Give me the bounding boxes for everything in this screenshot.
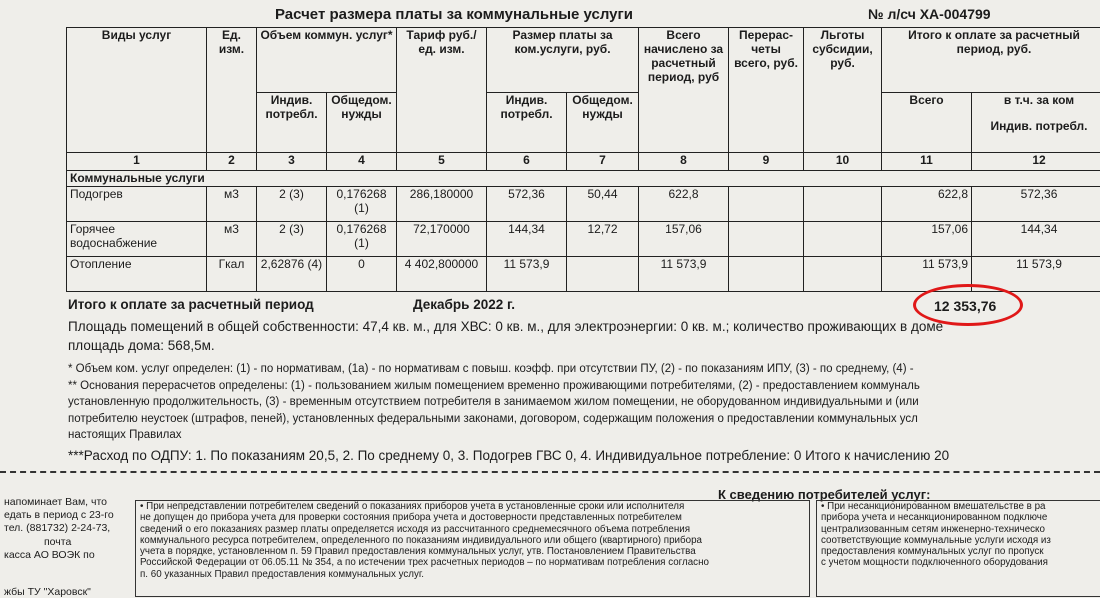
volume-individual: 2 (3) [257,222,327,257]
info-line: • При несанкционированном вмешательстве в ра [817,501,1100,512]
cut-line [0,471,1100,473]
total: 157,06 [882,222,972,257]
column-number: 4 [327,153,397,171]
total-value: 12 353,76 [934,298,996,314]
recalc [729,187,804,222]
unit: м3 [207,222,257,257]
total-period: Декабрь 2022 г. [413,297,515,312]
reminder-text: напоминает Вам, что [4,496,107,508]
info-line: п. 60 указанных Правил предоставления коммунальных услуг. [136,569,809,580]
header-volume: Объем коммун. услуг* [257,28,397,93]
footnote: настоящих Правилах [68,429,182,441]
reminder-text: тел. (881732) 2-24-73, [4,522,110,534]
accrued: 157,06 [639,222,729,257]
info-line: учета в порядке, установленном п. 59 Правил предоставления коммунальных услуг, утв. Постановлением Правительства [136,546,809,557]
column-number: 11 [882,153,972,171]
tariff: 4 402,800000 [397,257,487,292]
header-recalc: Перерас-четы всего, руб. [729,28,804,153]
footnote: * Объем ком. услуг определен: (1) - по нормативам, (1а) - по нормативам с повыш. коэфф. при отсутствии ПУ, (2) - по показаниям ИПУ, (3) - по среднему, (4) - [68,363,914,375]
charges-table [66,27,1100,292]
header-total-incl-label: в т.ч. за ком [975,93,1100,107]
total-individual: 144,34 [972,222,1100,257]
header-service: Виды услуг [67,28,207,153]
tariff: 286,180000 [397,187,487,222]
service-name: Подогрев [67,187,207,222]
account-number: № л/сч ХА-004799 [868,6,991,22]
volume-common: 0 [327,257,397,292]
header-total-all: Всего [882,93,972,153]
column-number: 9 [729,153,804,171]
info-line: сведений о его показаниях размер платы определяется исходя из рассчитанного среднемесячного объема потребления [136,524,809,535]
payment-common [567,257,639,292]
area-info: Площадь помещений в общей собственности: 47,4 кв. м., для ХВС: 0 кв. м., для электроэнергии: 0 кв. м.; количество проживающих в доме [68,319,943,334]
payment-individual: 11 573,9 [487,257,567,292]
header-accrued: Всего начислено за расчетный период, руб [639,28,729,153]
table-row [67,187,1100,222]
info-line: Российской Федерации от 06.05.11 № 354, а по истечении трех расчетных периодов – по нормативам потребления согласно [136,557,809,568]
subsidy [804,187,882,222]
info-line: • При непредставлении потребителем сведений о показаниях приборов учета в установленные сроки или исполнителя [136,501,809,512]
recalc [729,257,804,292]
service-name: Отопление [67,257,207,292]
header-total-incl [972,93,1100,153]
column-number: 3 [257,153,327,171]
house-area: площадь дома: 568,5м. [68,338,215,353]
payment-common: 50,44 [567,187,639,222]
header-subsidies: Льготы субсидии, руб. [804,28,882,153]
info-box-right [816,500,1100,597]
volume-common: 0,176268 (1) [327,222,397,257]
header-payment: Размер платы за ком.услуги, руб. [487,28,639,93]
consumers-info-title: К сведению потребителей услуг: [718,487,930,502]
total: 622,8 [882,187,972,222]
payment-common: 12,72 [567,222,639,257]
section-title: Коммунальные услуги [67,171,1100,187]
header-total-due: Итого к оплате за расчетный период, руб. [882,28,1100,93]
unit: м3 [207,187,257,222]
bill-title: Расчет размера платы за коммунальные услуги [275,6,633,23]
info-line: прибора учета и несанкционированном подключе [817,512,1100,523]
total-individual: 11 573,9 [972,257,1100,292]
total: 11 573,9 [882,257,972,292]
header-unit: Ед. изм. [207,28,257,153]
column-number: 7 [567,153,639,171]
footnote: установленную продолжительность, (3) - временным отсутствием потребителя в занимаемом жилом помещении, не оборудованном индивидуальными и (или [68,396,919,408]
recalc [729,222,804,257]
column-number: 5 [397,153,487,171]
info-box-left [135,500,810,597]
header-payment-individual: Индив. потребл. [487,93,567,153]
payment-individual: 572,36 [487,187,567,222]
header-volume-individual: Индив. потребл. [257,93,327,153]
table-row [67,222,1100,257]
info-line: с учетом мощности подключенного оборудования [817,557,1100,568]
reminder-text: почта [44,536,71,548]
header-volume-common: Общедом. нужды [327,93,397,153]
column-number: 10 [804,153,882,171]
info-line: предоставления коммунальных услуг по пропуск [817,546,1100,557]
service-name: Горячее водоснабжение [67,222,207,257]
accrued: 11 573,9 [639,257,729,292]
odpu-note: ***Расход по ОДПУ: 1. По показаниям 20,5, 2. По среднему 0, 3. Подогрев ГВС 0, 4. Индивидуальное потребление: 0 Итого к начислению 20 [68,448,949,463]
header-tariff: Тариф руб./ед. изм. [397,28,487,153]
column-number: 12 [972,153,1100,171]
reminder-text: жбы ТУ "Харовск" [4,586,91,598]
footnote: ** Основания перерасчетов определены: (1) - пользованием жилым помещением временно проживающими потребителями, (2) - предоставлением коммуналь [68,380,920,392]
volume-common: 0,176268 (1) [327,187,397,222]
volume-individual: 2,62876 (4) [257,257,327,292]
reminder-text: касса АО ВОЭК по [4,549,95,561]
header-total-incl-individual: Индив. потребл. [975,119,1100,133]
subsidy [804,222,882,257]
header-payment-common: Общедом. нужды [567,93,639,153]
footnote: потребителю неустоек (штрафов, пеней), установленных федеральными законами, договором, содержащим положения о предоставлении коммунальных усл [68,413,918,425]
subsidy [804,257,882,292]
column-number: 1 [67,153,207,171]
total-label: Итого к оплате за расчетный период [68,297,314,312]
unit: Гкал [207,257,257,292]
accrued: 622,8 [639,187,729,222]
info-line: соответствующие коммунальные услуги исходя из [817,535,1100,546]
info-line: коммунального ресурса потребителем, определенного по показаниям индивидуального или общего (квартирного) прибора [136,535,809,546]
total-individual: 572,36 [972,187,1100,222]
info-line: не допущен до прибора учета для проверки состояния прибора учета и достоверности представленных потребителем [136,512,809,523]
tariff: 72,170000 [397,222,487,257]
payment-individual: 144,34 [487,222,567,257]
info-line: централизованным сетям инженерно-техническо [817,524,1100,535]
column-number: 8 [639,153,729,171]
volume-individual: 2 (3) [257,187,327,222]
column-number: 6 [487,153,567,171]
column-number: 2 [207,153,257,171]
reminder-text: едать в период с 23-го [4,509,114,521]
